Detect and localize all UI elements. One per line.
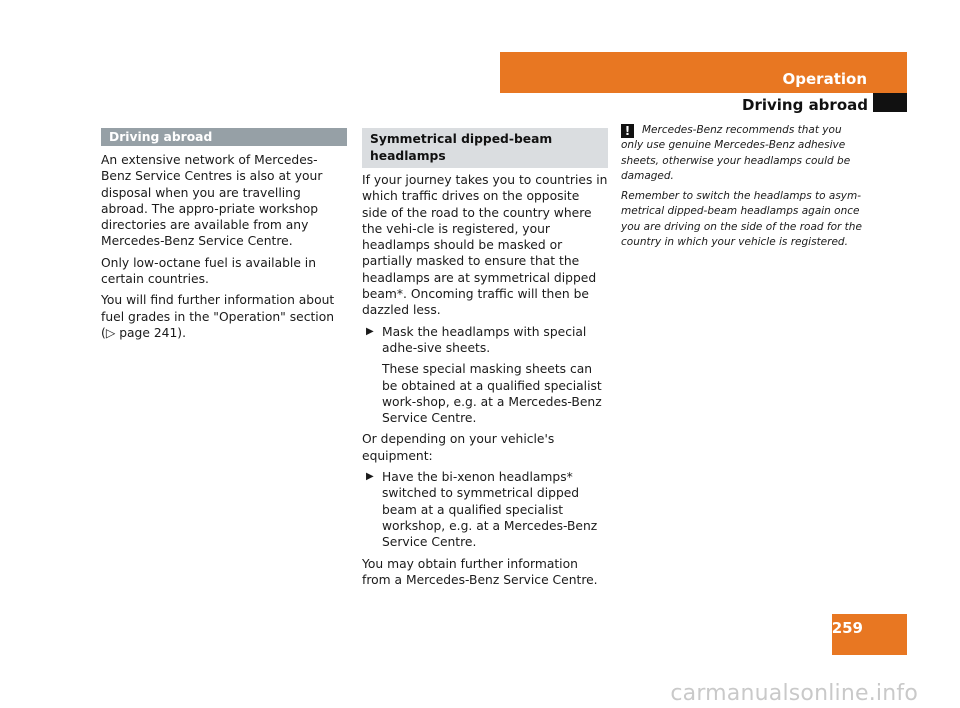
watermark: carmanualsonline.info xyxy=(670,681,918,706)
page-number: 259 xyxy=(831,619,863,637)
warning-icon: ! xyxy=(621,124,634,138)
chapter-tab xyxy=(500,52,907,93)
step-mask-note: These special masking sheets can be obtained at a qualified specialist work-shop, e.g. at a Mercedes-Benz Service Centre. xyxy=(382,362,602,426)
paragraph-low-octane: Only low-octane fuel is available in certain countries. xyxy=(101,255,317,287)
page-ref-link[interactable]: page 241). xyxy=(119,325,187,340)
heading-headlamps: Symmetrical dipped-beam headlamps xyxy=(362,128,608,168)
step-arrow-icon: ▶ xyxy=(366,325,374,337)
step-arrow-icon: ▶ xyxy=(366,471,374,483)
warning-note xyxy=(621,123,867,184)
warning-note-text: Mercedes-Benz recommends that you only use genuine Mercedes-Benz adhesive sheets, otherwise your headlamps could be damaged. xyxy=(621,124,851,182)
column-warning-notes xyxy=(621,123,867,255)
page-ref-arrow-icon: ▷ xyxy=(105,325,116,340)
paragraph-or-equipment: Or depending on your vehicle's equipment: xyxy=(362,432,555,463)
step-bi-xenon xyxy=(362,469,608,550)
section-marker xyxy=(873,93,907,112)
page-number-box xyxy=(832,614,907,655)
column-driving-abroad xyxy=(101,128,347,346)
fuel-grades-text: You will find further information about fuel grades in the "Operation" section xyxy=(101,293,335,324)
step-bi-xenon-text: Have the bi-xenon headlamps* switched to symmetrical dipped beam at a qualified specialist workshop, e.g. at a Mercedes-Benz Service Centre. xyxy=(382,470,598,550)
paragraph-headlamps-intro: If your journey takes you to countries in which traffic drives on the opposite side of the road to the country where the vehi-cle is registered, your headlamps should be masked or partially masked to ensure that the headlamps are at symmetrical dipped beam*. Oncoming traffic will then be dazzled less. xyxy=(362,173,608,318)
section-title: Driving abroad xyxy=(742,96,868,114)
step-mask-text: Mask the headlamps with special adhe-sive sheets. xyxy=(382,324,587,355)
paragraph-further-info: You may obtain further information from a Mercedes-Benz Service Centre. xyxy=(362,556,598,587)
column-headlamps xyxy=(362,128,608,593)
reminder-note: Remember to switch the headlamps to asym-metrical dipped-beam headlamps again once you are driving on the side of the road for the country in which your vehicle is registered. xyxy=(621,190,862,249)
heading-driving-abroad: Driving abroad xyxy=(101,128,347,146)
step-mask-headlamps xyxy=(362,324,608,357)
paragraph-fuel-grades: You will find further information about fuel grades in the "Operation" section (▷ page 241). xyxy=(101,293,335,340)
chapter-title: Operation xyxy=(782,70,867,88)
paragraph-service-network: An extensive network of Mercedes-Benz Service Centres is also at your disposal when you are travelling abroad. The appro-priate workshop directories are available from any Mercedes-Benz Service Centre. xyxy=(101,153,323,249)
